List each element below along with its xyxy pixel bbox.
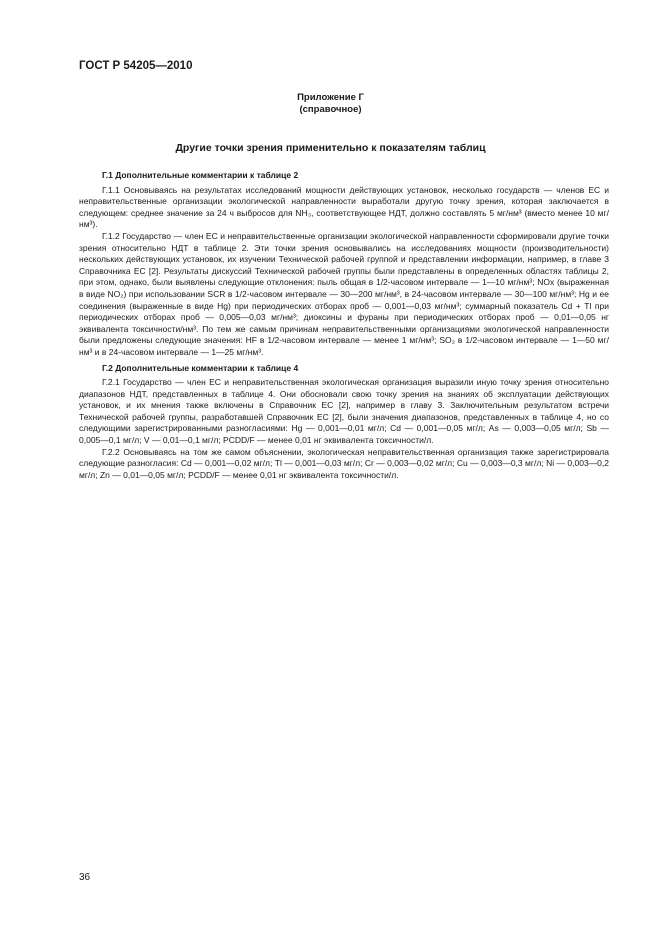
section-title: Г.1 Дополнительные комментарии к таблице 2 <box>102 170 299 180</box>
appendix-subtitle: (справочное) <box>299 104 362 115</box>
document-id: ГОСТ Р 54205—2010 <box>79 60 193 72</box>
appendix-title: Приложение Г <box>297 92 364 103</box>
page-number: 36 <box>79 872 91 883</box>
section-g2 <box>79 363 609 482</box>
paragraph: Г.1.1 Основываясь на результатах исследований мощности действующих установок, несколько государств — членов ЕС и неправительственные организации экологической направленности выработали другую точку зрения, которая заключается в следующем: среднее значение за 24 ч выбросов для NH₃, соответствующее НДТ, должно составлять 5 мг/нм³ (вместо менее 10 мг/нм³). <box>79 184 609 230</box>
paragraph: Г.2.2 Основываясь на том же самом объяснении, экологическая неправительственная организация также зарегистрировала следующие разногласия: Cd — 0,001—0,02 мг/л; Tl — 0,001—0,03 мг/л; Cr — 0,003—0,02 мг/л; Cu — 0,003—0,3 мг/л; Ni — 0,003—0,2 мг/л; Zn — 0,01—0,05 мг/л; PCDD/F — менее 0,01 нг эквивалента токсичности/л. <box>79 446 609 480</box>
section-title: Г.2 Дополнительные комментарии к таблице 4 <box>102 362 299 373</box>
paragraph: Г.2.1 Государство — член ЕС и неправительственная экологическая организация выразили иную точку зрения относительно диапазонов НДТ, представленных в таблице 4. Они обосновали свою точку зрения на знаниях об эксплуатации действующих установок, и их мнения также включены в Справочник ЕС [2], например в главу 3. Заключительным результатом встречи Технической рабочей группы, разработавшей Справочник ЕС [2], были значения диапазонов, представленных в таблице 4, но со следующими зарегистрированными разногласиями: Hg — 0,001—0,01 мг/л; Cd — 0,001—0,05 мг/л; As — 0,003—0,05 мг/л; Sb — 0,005—0,1 мг/л; V — 0,01—0,1 мг/л; PCDD/F — менее 0,01 нг эквивалента токсичности/л. <box>79 377 609 446</box>
appendix-block <box>0 92 661 116</box>
main-heading: Другие точки зрения применительно к показателям таблиц <box>175 142 486 154</box>
paragraph: Г.1.2 Государство — член ЕС и неправительственные организации экологической направленности сформировали другие точки зрения относительно НДТ в таблице 2. Эти точки зрения основывались на исследованиях мощности (производительности) нескольких действующих установок, их изучении Технической рабочей группой и представлении информации, например, в главе 3 Справочника ЕС [2]. Результаты дискуссий Технической рабочей группы были представлены в определенных областях таблицы 2, при этом, однако, были выявлены следующие отклонения: пыль общая в 1/2-часовом интервале — 1—10 мг/нм³; NOx (выраженная в виде NO₂) при использовании SCR в 1/2-часовом интервале — 30—200 мг/нм³, в 24-часовом интервале — 30—100 мг/нм³; Hg и ее соединения (выраженные в виде Hg) при периодических отборах проб — 0,001—0,03 мг/нм³; суммарный показатель Cd + Tl при периодических отборах проб — 0,005—0,03 мг/нм³; диоксины и фураны при периодических отборах проб — 0,01—0,05 нг эквивалента токсичности/нм³. По тем же самым причинам неправительственными организациями экологической направленности были предложены следующие значения: HF в 1/2-часовом интервале — менее 1 мг/нм³; SO₂ в 1/2-часовом интервале — 1—50 мг/нм³ и в 24-часовом интервале — 1—25 мг/нм³. <box>79 230 609 357</box>
section-g1 <box>79 170 609 359</box>
document-body <box>79 170 609 481</box>
